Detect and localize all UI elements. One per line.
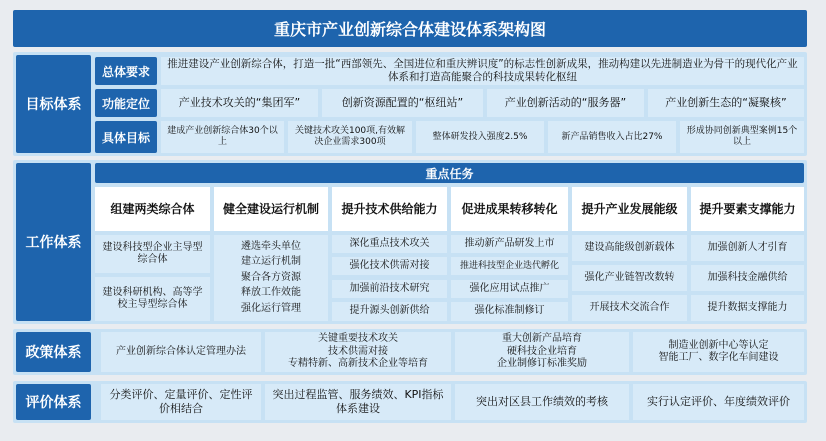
goal-item: 整体研发投入强度2.5% [416, 121, 544, 153]
task-item: 提升源头创新供给 [332, 302, 447, 321]
target-section-label: 目标体系 [16, 55, 91, 153]
evaluation-section-label: 评价体系 [16, 384, 91, 420]
specific-goals-label: 具体目标 [95, 121, 157, 153]
page-title: 重庆市产业创新综合体建设体系架构图 [13, 10, 807, 47]
function-item: 产业创新活动的“服务器” [487, 89, 644, 117]
task-item: 释放工作效能 [241, 287, 301, 299]
task-item: 建设科技型企业主导型综合体 [95, 235, 210, 273]
goal-item: 形成协同创新典型案例15个以上 [680, 121, 804, 153]
task-item: 建设高能级创新载体 [572, 235, 687, 261]
evaluation-item: 突出对区县工作绩效的考核 [455, 384, 629, 420]
overall-requirement-text: 推进建设产业创新综合体，打造一批“西部领先、全国进位和重庆辨识度”的标志性创新成果，推动构建以先进制造业为骨干的现代化产业体系和打造高能聚合的科技成果转化枢纽 [161, 57, 804, 85]
function-item: 创新资源配置的“枢纽站” [322, 89, 483, 117]
policy-section-label: 政策体系 [16, 332, 91, 372]
function-position-label: 功能定位 [95, 89, 157, 117]
task-item: 强化技术供需对接 [332, 257, 447, 275]
task-column-title: 促进成果转移转化 [451, 187, 568, 231]
policy-item: 重大创新产品培育 硬科技企业培育 企业制修订标准奖励 [455, 332, 629, 372]
task-item: 加强科技金融供给 [691, 265, 804, 291]
key-tasks-header: 重点任务 [95, 163, 804, 183]
policy-item: 制造业创新中心等认定 智能工厂、数字化车间建设 [633, 332, 804, 372]
task-item: 深化重点技术攻关 [332, 235, 447, 253]
task-item: 遴选牵头单位 [241, 240, 301, 252]
task-item: 开展技术交流合作 [572, 295, 687, 321]
policy-item: 产业创新综合体认定管理办法 [101, 332, 261, 372]
task-column-title: 提升技术供给能力 [332, 187, 447, 231]
task-column-title: 提升产业发展能级 [572, 187, 687, 231]
function-item: 产业创新生态的“凝聚核” [648, 89, 804, 117]
goal-item: 关键技术攻关100项,有效解决企业需求300项 [288, 121, 412, 153]
overall-requirement-label: 总体要求 [95, 57, 157, 85]
policy-item: 关键重要技术攻关 技术供需对接 专精特新、高新技术企业等培育 [265, 332, 451, 372]
task-column-title: 组建两类综合体 [95, 187, 210, 231]
task-item: 强化产业链智改数转 [572, 265, 687, 291]
evaluation-item: 实行认定评价、年度绩效评价 [633, 384, 804, 420]
task-item: 聚合各方资源 [241, 271, 301, 283]
task-item: 强化运行管理 [241, 302, 301, 314]
task-item-list [214, 235, 328, 321]
task-item: 加强创新人才引育 [691, 235, 804, 261]
task-item: 加强前沿技术研究 [332, 280, 447, 298]
task-column-title: 提升要素支撑能力 [691, 187, 804, 231]
evaluation-item: 突出过程监管、服务绩效、KPI指标体系建设 [265, 384, 451, 420]
evaluation-item: 分类评价、定量评价、定性评价相结合 [101, 384, 261, 420]
task-item: 建立运行机制 [241, 256, 301, 268]
task-item: 提升数据支撑能力 [691, 295, 804, 321]
task-item: 推进科技型企业迭代孵化 [451, 257, 568, 275]
task-item: 强化标准制修订 [451, 302, 568, 321]
function-item: 产业技术攻关的“集团军” [161, 89, 318, 117]
work-section-label: 工作体系 [16, 163, 91, 321]
goal-item: 建成产业创新综合体30个以上 [161, 121, 284, 153]
task-item: 推动新产品研发上市 [451, 235, 568, 253]
task-column-title: 健全建设运行机制 [214, 187, 328, 231]
task-item: 建设科研机构、高等学校主导型综合体 [95, 277, 210, 321]
goal-item: 新产品销售收入占比27% [548, 121, 676, 153]
task-item: 强化应用试点推广 [451, 280, 568, 298]
